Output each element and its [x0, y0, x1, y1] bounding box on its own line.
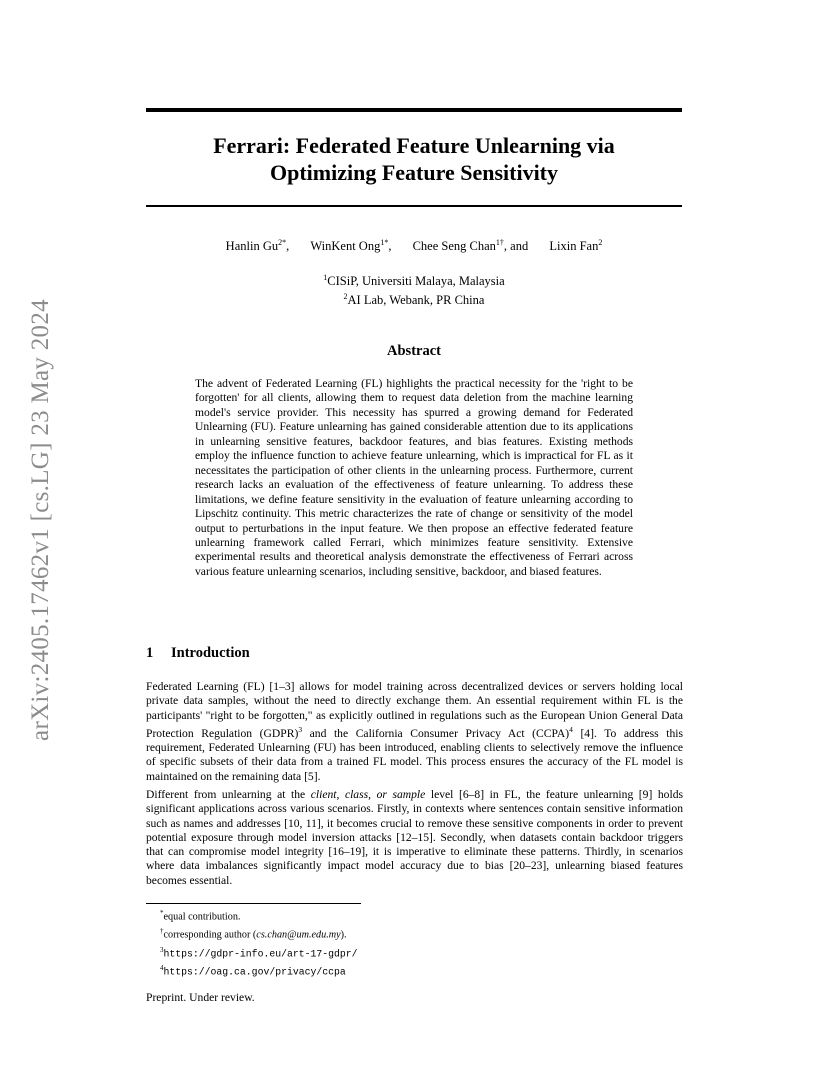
- author: Hanlin $Gu^{2*}$,: [225, 238, 290, 254]
- intro-paragraph-2: Different from unlearning at the client, class, or sample level [6–8] in FL, the feature unlearning [9] holds significant applications across various scenarios. Firstly, in contexts where sentences contain sensitive information such as names and addresses [10, 11], it becomes crucial to remove these sensitive components in order to prevent potential exposure through model inversion attacks [12–15]. Secondly, when datasets contain backdoor triggers that can compromise model integrity [16–19], it is imperative to eliminate these patterns. Thirdly, in scenarios where data imbalances significantly impact model accuracy due to bias [20–23], unlearning biased features becomes essential.: [146, 788, 683, 887]
- affiliations: [146, 270, 682, 308]
- author-list: [146, 238, 682, 254]
- intro-paragraph-1: Federated Learning (FL) [1–3] allows for model training across decentralized devices or servers holding local private data samples, without the need to directly exchange them. An essential requirement within FL is the participants' "right to be forgotten," as explicitly outlined in regulations such as the European Union General Data Protection Regulation (GDPR)$^3$ and the California Consumer Privacy Act (CCPA)$^4$ [4]. To address this requirement, Federated Unlearning (FU) has been introduced, enabling clients to selectively remove the influence of specific subsets of their data from a trained FL model. This process ensures the accuracy of the FL model is maintained on the remaining data [5].: [146, 680, 683, 783]
- affiliation: $^1$CISiP, Universiti Malaya, Malaysia: [323, 273, 505, 289]
- preprint-note: Preprint. Under review.: [146, 991, 255, 1004]
- author: Chee Seng Chan$^{1\dagger}$, and: [412, 238, 529, 254]
- title-rule-top: [146, 108, 682, 112]
- footnote: $^3$https://gdpr-info.eu/art-17-gdpr/: [160, 945, 358, 960]
- title-line-1: Ferrari: Federated Feature Unlearning via: [213, 133, 615, 158]
- title-line-2: Optimizing Feature Sensitivity: [269, 160, 559, 185]
- url-link[interactable]: https://oag.ca.gov/privacy/ccpa: [163, 966, 346, 978]
- footnote-ref[interactable]: 3: [298, 724, 303, 734]
- abstract-text: The advent of Federated Learning (FL) highlights the practical necessity for the 'right to be forgotten' for all clients, allowing them to request data deletion from the machine learning model's service provider. This necessity has spurred a growing demand for Federated Unlearning (FU). Feature unlearning has gained considerable attention due to its applications in unlearning sensitive features, backdoor features, and bias features. Existing methods employ the influence function to achieve feature unlearning, which is impractical for FL as it necessitates the participation of other clients in the unlearning process. Furthermore, current research lacks an evaluation of the effectiveness of feature unlearning. To address these limitations, we define feature sensitivity in the evaluation of feature unlearning according to Lipschitz continuity. This metric characterizes the rate of change or sensitivity of the model output to perturbations in the input feature. We then propose an effective federated feature unlearning framework called Ferrari, which minimizes feature sensitivity. Extensive experimental results and theoretical analysis demonstrate the effectiveness of Ferrari across various feature unlearning scenarios, including sensitive, backdoor, and biased features.: [195, 377, 633, 578]
- arxiv-side-stamp: [17, 280, 65, 760]
- author: Lixin Fan$^2$: [549, 238, 603, 254]
- footnote-rule: [146, 903, 361, 904]
- footnote: *equal contribution.: [160, 909, 241, 923]
- footnote: †corresponding author (cs.chan@um.edu.my).: [160, 927, 347, 941]
- title-rule-bottom: [146, 205, 682, 207]
- abstract-heading: Abstract: [387, 343, 441, 359]
- section-heading: [146, 645, 250, 662]
- section-title: Introduction: [171, 645, 250, 661]
- author: WinKent Ong$^{1*}$,: [310, 238, 392, 254]
- email-link[interactable]: cs.chan@um.edu.my: [256, 929, 341, 941]
- arxiv-id: arXiv:2405.17462v1 [cs.LG] 23 May 2024: [27, 299, 54, 741]
- url-link[interactable]: https://gdpr-info.eu/art-17-gdpr/: [163, 948, 358, 960]
- footnote-ref[interactable]: 4: [569, 724, 573, 734]
- section-number: 1: [146, 645, 154, 661]
- footnote: $^4$https://oag.ca.gov/privacy/ccpa: [160, 964, 346, 978]
- affiliation: $^2$AI Lab, Webank, PR China: [343, 292, 485, 308]
- footnotes: [160, 906, 358, 980]
- paper-title: [146, 132, 682, 186]
